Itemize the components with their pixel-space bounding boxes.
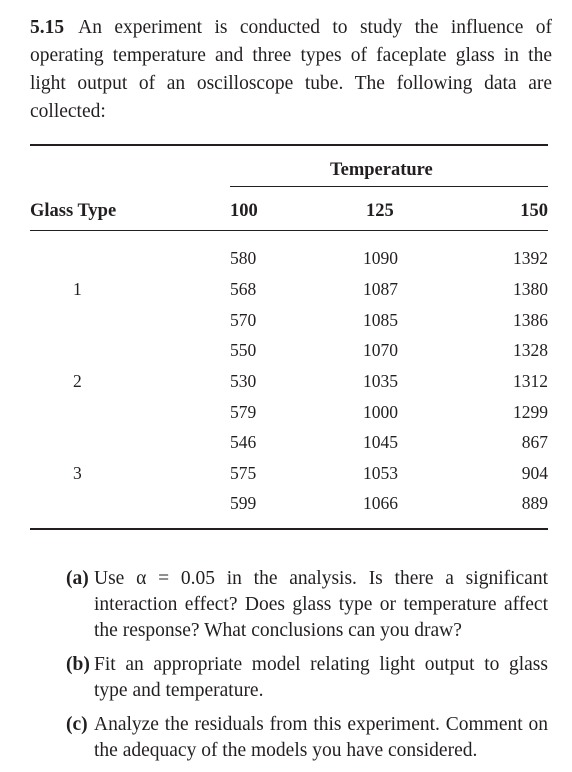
table-cell: 1380 [513,279,548,299]
part-label: (c) [66,714,88,735]
glass-type-label: 1 [73,279,82,299]
problem-number: 5.15 [30,17,65,38]
table-cell: 568 [230,279,257,299]
problem-intro-text: An experiment is conducted to study the influence of operating temperature and three types of faceplate glass in the light output of an oscilloscope tube. The following data are collected: [30,17,552,122]
table-cell: 867 [521,432,548,452]
part-text: Analyze the residuals from this experiment. Comment on the adequacy of the models you have considered. [94,714,548,761]
problem-part-a [66,566,548,644]
table-cell: 599 [230,493,257,513]
table-cell: 550 [230,340,257,360]
table-cell: 579 [230,402,257,422]
part-text: Use α = 0.05 in the analysis. Is there a significant interaction effect? Does glass type or temperature affect the response? What conclusions can you draw? [94,568,548,641]
table-top-rule [30,144,548,146]
part-label: (a) [66,568,89,589]
part-text: Fit an appropriate model relating light output to glass type and temperature. [94,654,548,701]
temp-150-header: 150 [520,201,548,221]
glass-type-header: Glass Type [30,201,117,221]
table-bottom-rule [30,528,548,530]
glass-type-label: 3 [73,463,82,483]
part-label: (b) [66,654,90,675]
table-cell: 530 [230,371,257,391]
table-cell: 570 [230,310,257,330]
table-cell: 1090 [363,248,398,268]
table-cell: 1085 [363,310,398,330]
table-cell: 1386 [513,310,548,330]
problem-parts [66,566,548,772]
table-cell: 1392 [513,248,548,268]
table-cell: 575 [230,463,257,483]
table-cell: 1035 [363,371,398,391]
table-cell: 889 [521,493,548,513]
table-cell: 1087 [363,279,398,299]
table-cell: 546 [230,432,257,452]
glass-type-label: 2 [73,371,82,391]
temp-125-header: 125 [366,201,394,221]
table-cell: 1328 [513,340,548,360]
column-header-rule [30,230,548,231]
table-cell: 1070 [363,340,398,360]
table-cell: 904 [521,463,548,483]
table-cell: 1045 [363,432,398,452]
temp-100-header: 100 [230,201,258,221]
problem-statement [30,14,552,126]
table-cell: 580 [230,248,257,268]
table-cell: 1053 [363,463,398,483]
table-cell: 1299 [513,402,548,422]
table-cell: 1066 [363,493,398,513]
table-cell: 1000 [363,402,398,422]
temperature-header-rule [230,186,548,187]
temperature-header: Temperature [330,160,433,180]
problem-part-c [66,712,548,764]
table-cell: 1312 [513,371,548,391]
problem-part-b [66,652,548,704]
